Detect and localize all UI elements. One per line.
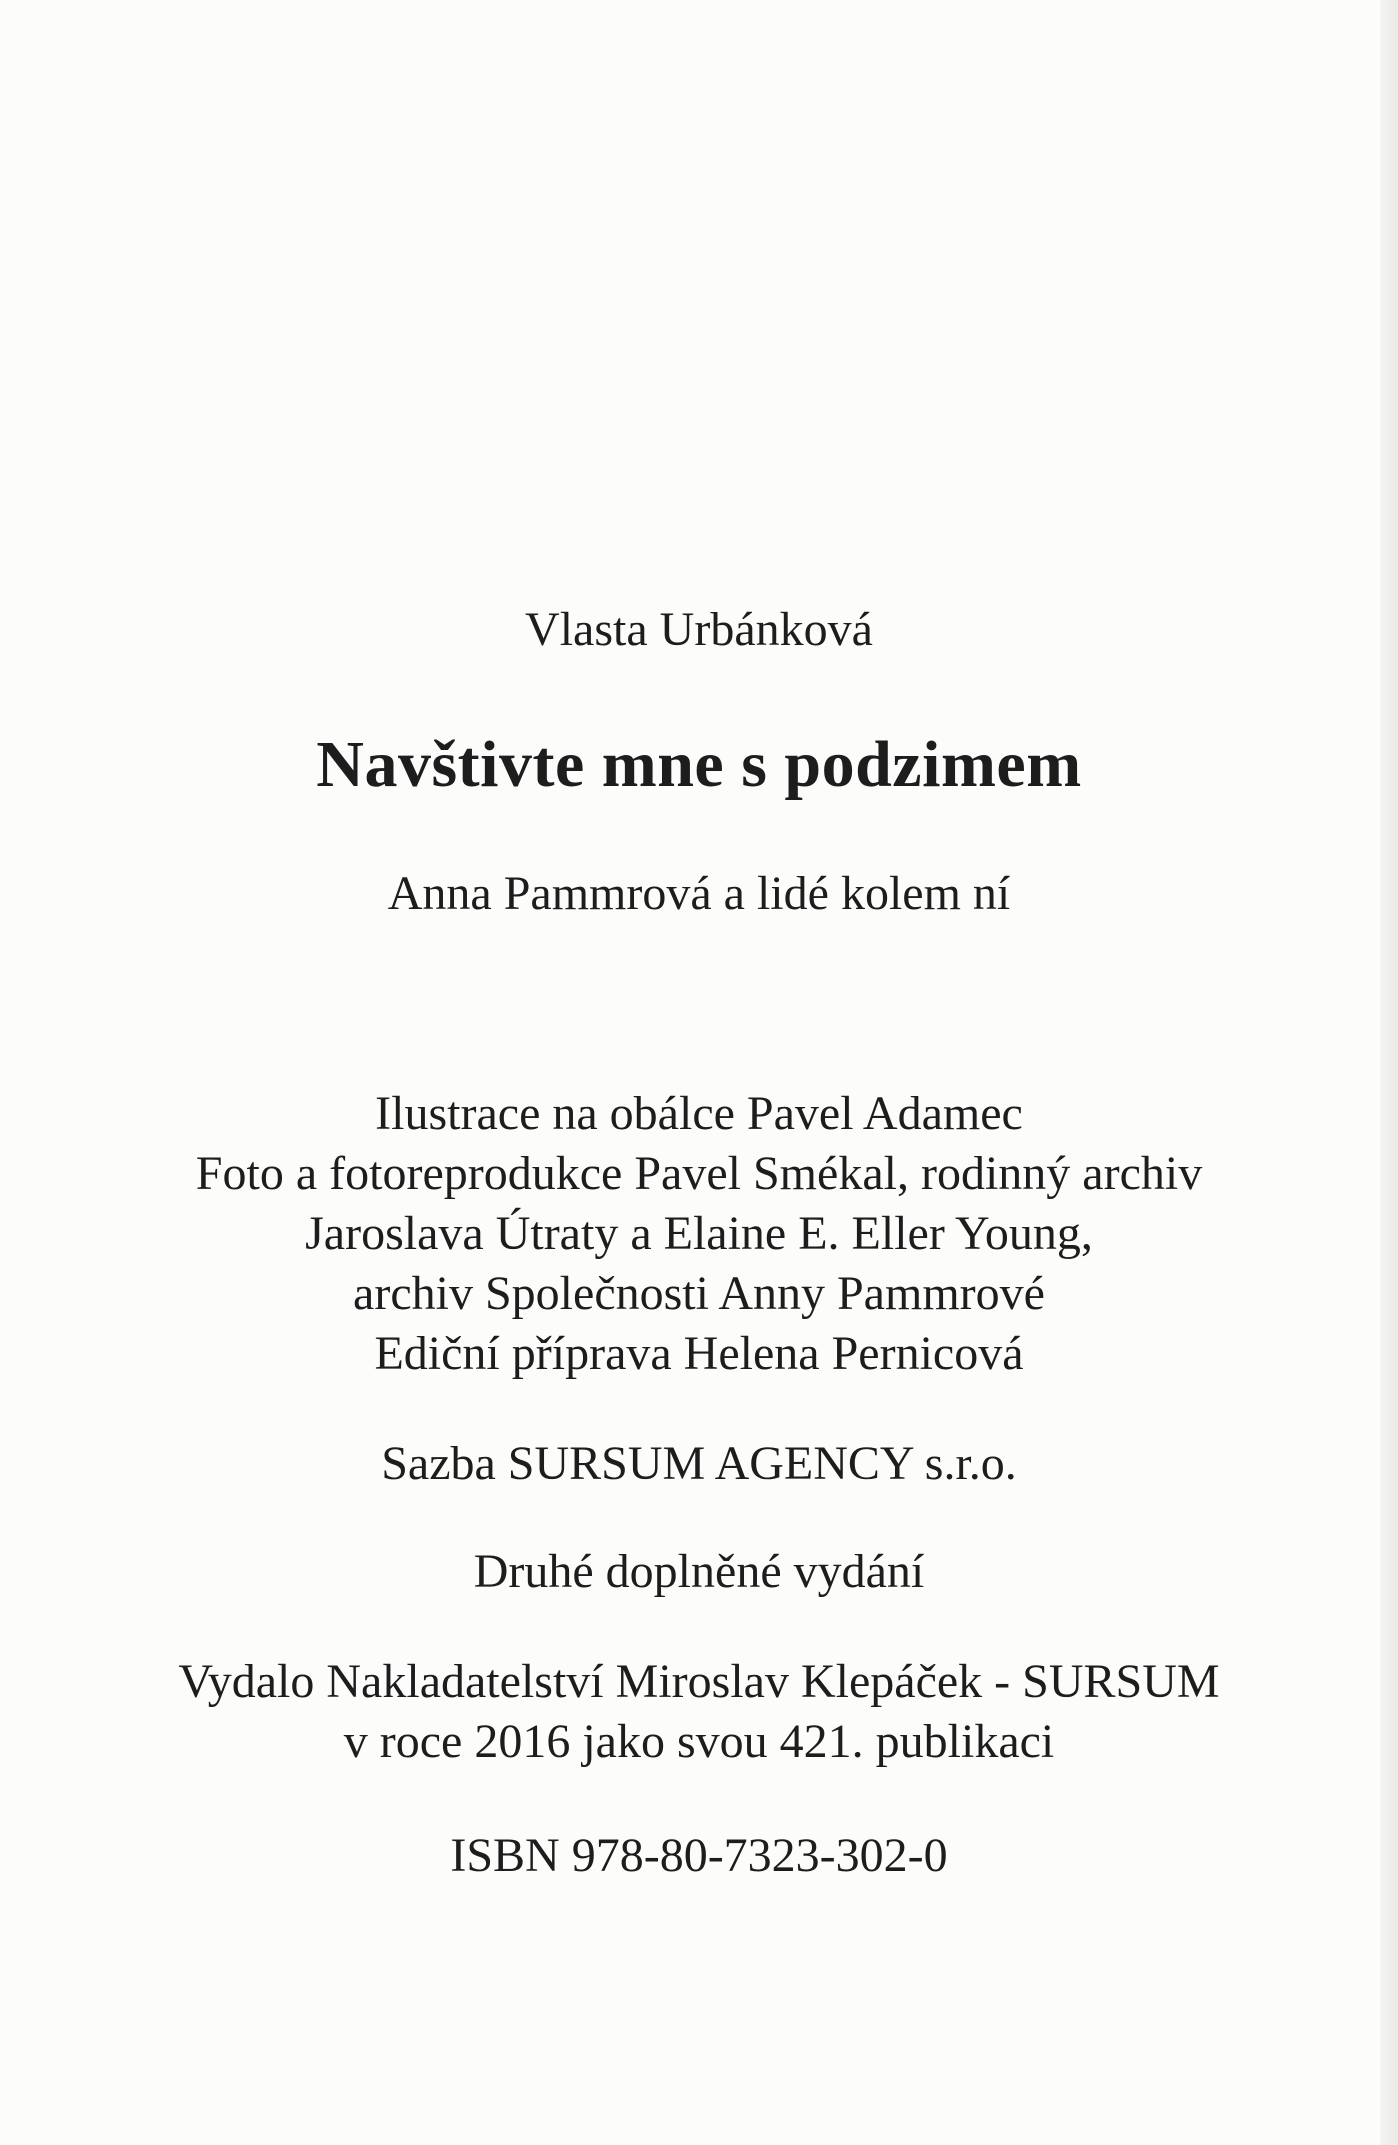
- credit-line: Jaroslava Útraty a Elaine E. Eller Young,: [305, 1207, 1093, 1260]
- credit-line: Foto a fotoreprodukce Pavel Smékal, rodinný archiv: [195, 1147, 1203, 1200]
- publisher-line: Vydalo Nakladatelství Miroslav Klepáček - SURSUM: [178, 1655, 1220, 1708]
- edition-note: Druhé doplněné vydání: [473, 1545, 925, 1598]
- credit-line: Ediční příprava Helena Pernicová: [374, 1327, 1024, 1380]
- credit-line: Ilustrace na obálce Pavel Adamec: [375, 1087, 1023, 1140]
- typesetting-credit: Sazba SURSUM AGENCY s.r.o.: [381, 1437, 1017, 1490]
- author-name: Vlasta Urbánková: [525, 603, 873, 656]
- publisher-line: v roce 2016 jako svou 421. publikaci: [343, 1715, 1055, 1768]
- page-edge: [1380, 0, 1398, 2145]
- isbn: ISBN 978-80-7323-302-0: [450, 1829, 948, 1882]
- book-title: Navštivte mne s podzimem: [316, 728, 1082, 801]
- book-subtitle: Anna Pammrová a lidé kolem ní: [387, 867, 1011, 920]
- credit-line: archiv Společnosti Anny Pammrové: [353, 1267, 1045, 1320]
